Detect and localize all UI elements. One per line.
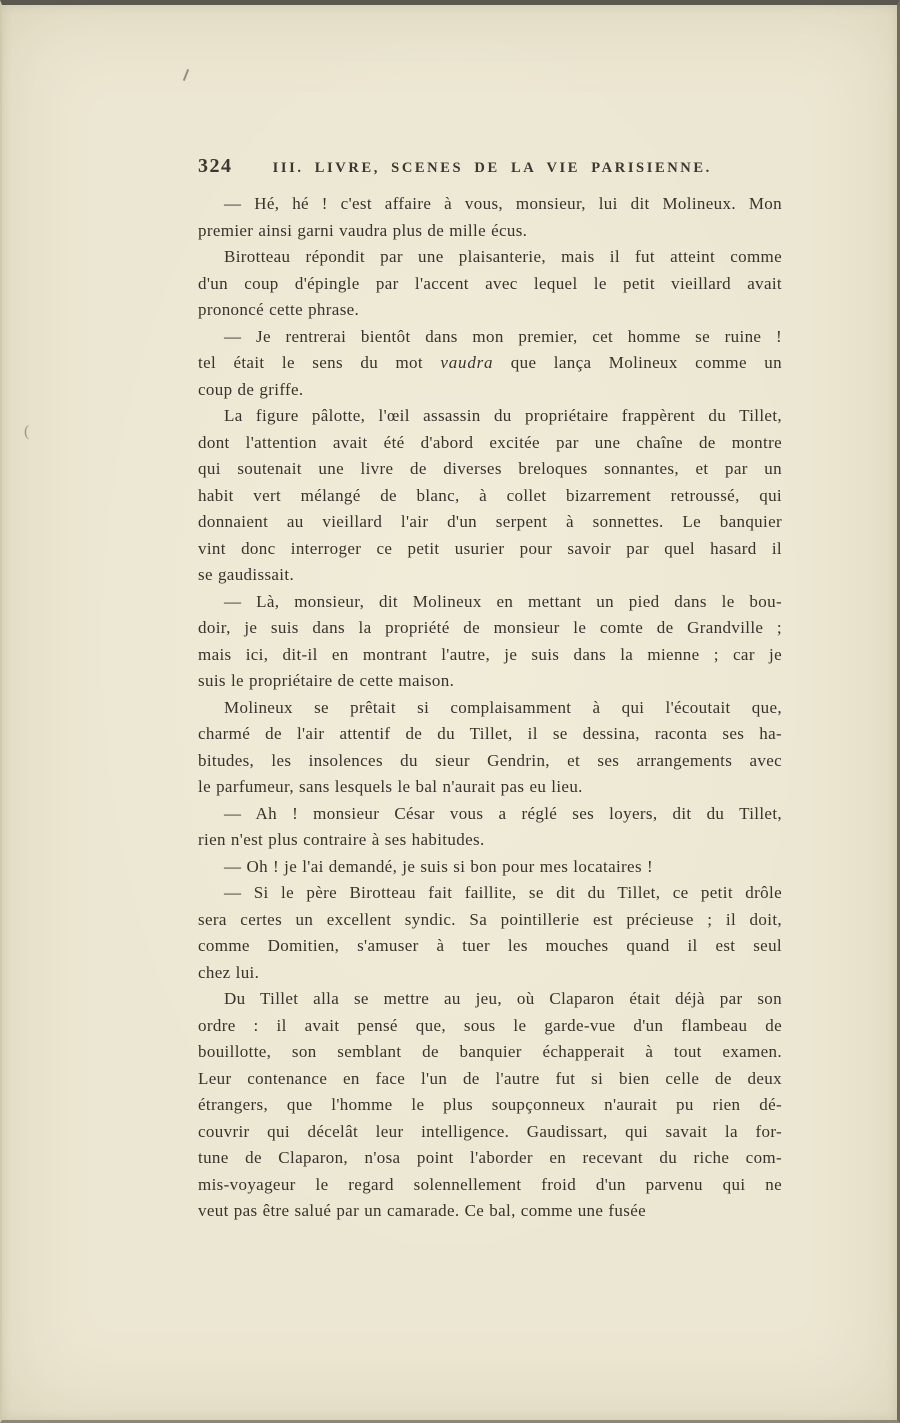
text-segment: — Je rentrerai bientôt dans mon premier, cet homme se ruine ! [224,326,782,346]
text-segment: Birotteau répondit par une plaisanterie, mais il fut atteint comme [224,247,782,266]
text-line [198,483,782,510]
text-line [198,933,782,960]
text-segment: — Hé, hé ! c'est affaire à vous, monsieur, lui dit Molineux. Mon [224,194,782,213]
text-line [198,695,782,722]
text-segment: tel était le sens du mot [198,353,441,372]
text-line [198,350,782,377]
scan-artifact-slash [183,69,189,81]
text-line [198,509,782,536]
text-segment: Molineux se prêtait si complaisamment à qui l'écoutait que, [224,697,782,717]
text-line [198,1066,782,1093]
paragraph [198,403,782,589]
text-segment: couvrir qui décelât leur intelligence. Gaudissart, qui savait la for- [198,1121,782,1141]
text-line [198,748,782,775]
text-segment: étrangers, que l'homme le plus soupçonneux n'aurait pu rien dé- [198,1095,782,1114]
text-line [198,1172,782,1199]
text-line [198,589,782,616]
paragraph [198,801,782,854]
text-segment: mais ici, dit-il en montrant l'autre, je suis dans la mienne ; car je [198,644,782,664]
text-segment: que lança Molineux comme un [493,353,782,372]
text-segment: rien n'est plus contraire à ses habitudes. [198,830,485,849]
text-line [198,986,782,1013]
text-line [198,854,782,881]
text-segment: mis-voyageur le regard solennellement froid d'un parvenu qui ne [198,1174,782,1194]
text-line [198,377,782,404]
text-line [198,801,782,828]
text-segment: dont l'attention avait été d'abord excitée par une chaîne de montre [198,432,782,452]
paragraph [198,986,782,1225]
text-segment: — Là, monsieur, dit Molineux en mettant un pied dans le bou- [224,591,782,611]
scan-artifact-paren: ( [24,423,30,440]
text-line [198,1039,782,1066]
text-segment: doir, je suis dans la propriété de monsieur le comte de Grandville ; [198,618,782,637]
text-segment: — Ah ! monsieur César vous a réglé ses loyers, dit du Tillet, [224,803,782,823]
text-segment: ordre : il avait pensé que, sous le garde-vue d'un flambeau de [198,1015,782,1035]
text-segment: charmé de l'air attentif de du Tillet, il se dessina, raconta ses ha- [198,724,782,743]
text-segment: qui soutenait une livre de diverses breloques sonnantes, et par un [198,459,782,478]
text-line [198,721,782,748]
text-segment: bitudes, les insolences du sieur Gendrin, et ses arrangements avec [198,750,782,770]
text-line [198,218,782,245]
paragraph [198,589,782,695]
text-line [198,297,782,324]
paragraph [198,191,782,244]
text-line [198,456,782,483]
paragraph [198,324,782,404]
text-segment: prononcé cette phrase. [198,300,360,319]
page-number: 324 [198,155,233,177]
running-head [198,155,782,178]
text-segment: coup de griffe. [198,379,304,399]
text-line [198,642,782,669]
text-segment: habit vert mélangé de blanc, à collet bizarrement retroussé, qui [198,485,782,505]
text-line [198,774,782,801]
text-line [198,1013,782,1040]
text-segment: comme Domitien, s'amuser à tuer les mouches quand il est seul [198,936,782,955]
page-body [198,191,782,1225]
text-segment: Du Tillet alla se mettre au jeu, où Claparon était déjà par son [224,989,782,1008]
text-line [198,668,782,695]
text-segment: bouillotte, son semblant de banquier échapperait à tout examen. [198,1042,782,1061]
text-segment: — Si le père Birotteau fait faillite, se dit du Tillet, ce petit drôle [224,883,782,902]
text-segment: suis le propriétaire de cette maison. [198,671,455,690]
text-segment: donnaient au vieillard l'air d'un serpent à sonnettes. Le banquier [198,512,782,531]
text-segment: d'un coup d'épingle par l'accent avec lequel le petit vieillard avait [198,273,782,293]
running-head-title: III. LIVRE, SCENES DE LA VIE PARISIENNE. [272,160,712,176]
text-segment: veut pas être salué par un camarade. Ce bal, comme une fusée [198,1201,647,1220]
text-line [198,615,782,642]
text-line [198,827,782,854]
text-line [198,1145,782,1172]
text-segment: premier ainsi garni vaudra plus de mille écus. [198,220,528,240]
text-segment: — Oh ! je l'ai demandé, je suis si bon pour mes locataires ! [224,856,654,876]
text-segment: chez lui. [198,962,260,982]
text-line [198,324,782,351]
paragraph [198,854,782,881]
text-segment: se gaudissait. [198,565,295,584]
text-segment: vint donc interroger ce petit usurier pour savoir par quel hasard il [198,538,782,558]
text-line [198,1092,782,1119]
text-line [198,536,782,563]
page-content [198,155,782,1225]
text-segment: La figure pâlotte, l'œil assassin du propriétaire frappèrent du Tillet, [224,406,782,425]
text-segment: Leur contenance en face l'un de l'autre fut si bien celle de deux [198,1068,782,1088]
text-line [198,244,782,271]
text-segment: sera certes un excellent syndic. Sa pointillerie est précieuse ; il doit, [198,909,782,929]
text-line [198,1119,782,1146]
text-line [198,191,782,218]
text-line [198,960,782,987]
text-segment: le parfumeur, sans lesquels le bal n'aurait pas eu lieu. [198,777,583,796]
paragraph [198,695,782,801]
text-segment: tune de Claparon, n'osa point l'aborder en recevant du riche com- [198,1148,782,1167]
italic-text: vaudra [440,353,494,372]
text-line [198,907,782,934]
paragraph [198,244,782,324]
text-line [198,430,782,457]
text-line [198,1198,782,1225]
text-line [198,562,782,589]
text-line [198,403,782,430]
paragraph [198,880,782,986]
text-line [198,271,782,298]
text-line [198,880,782,907]
